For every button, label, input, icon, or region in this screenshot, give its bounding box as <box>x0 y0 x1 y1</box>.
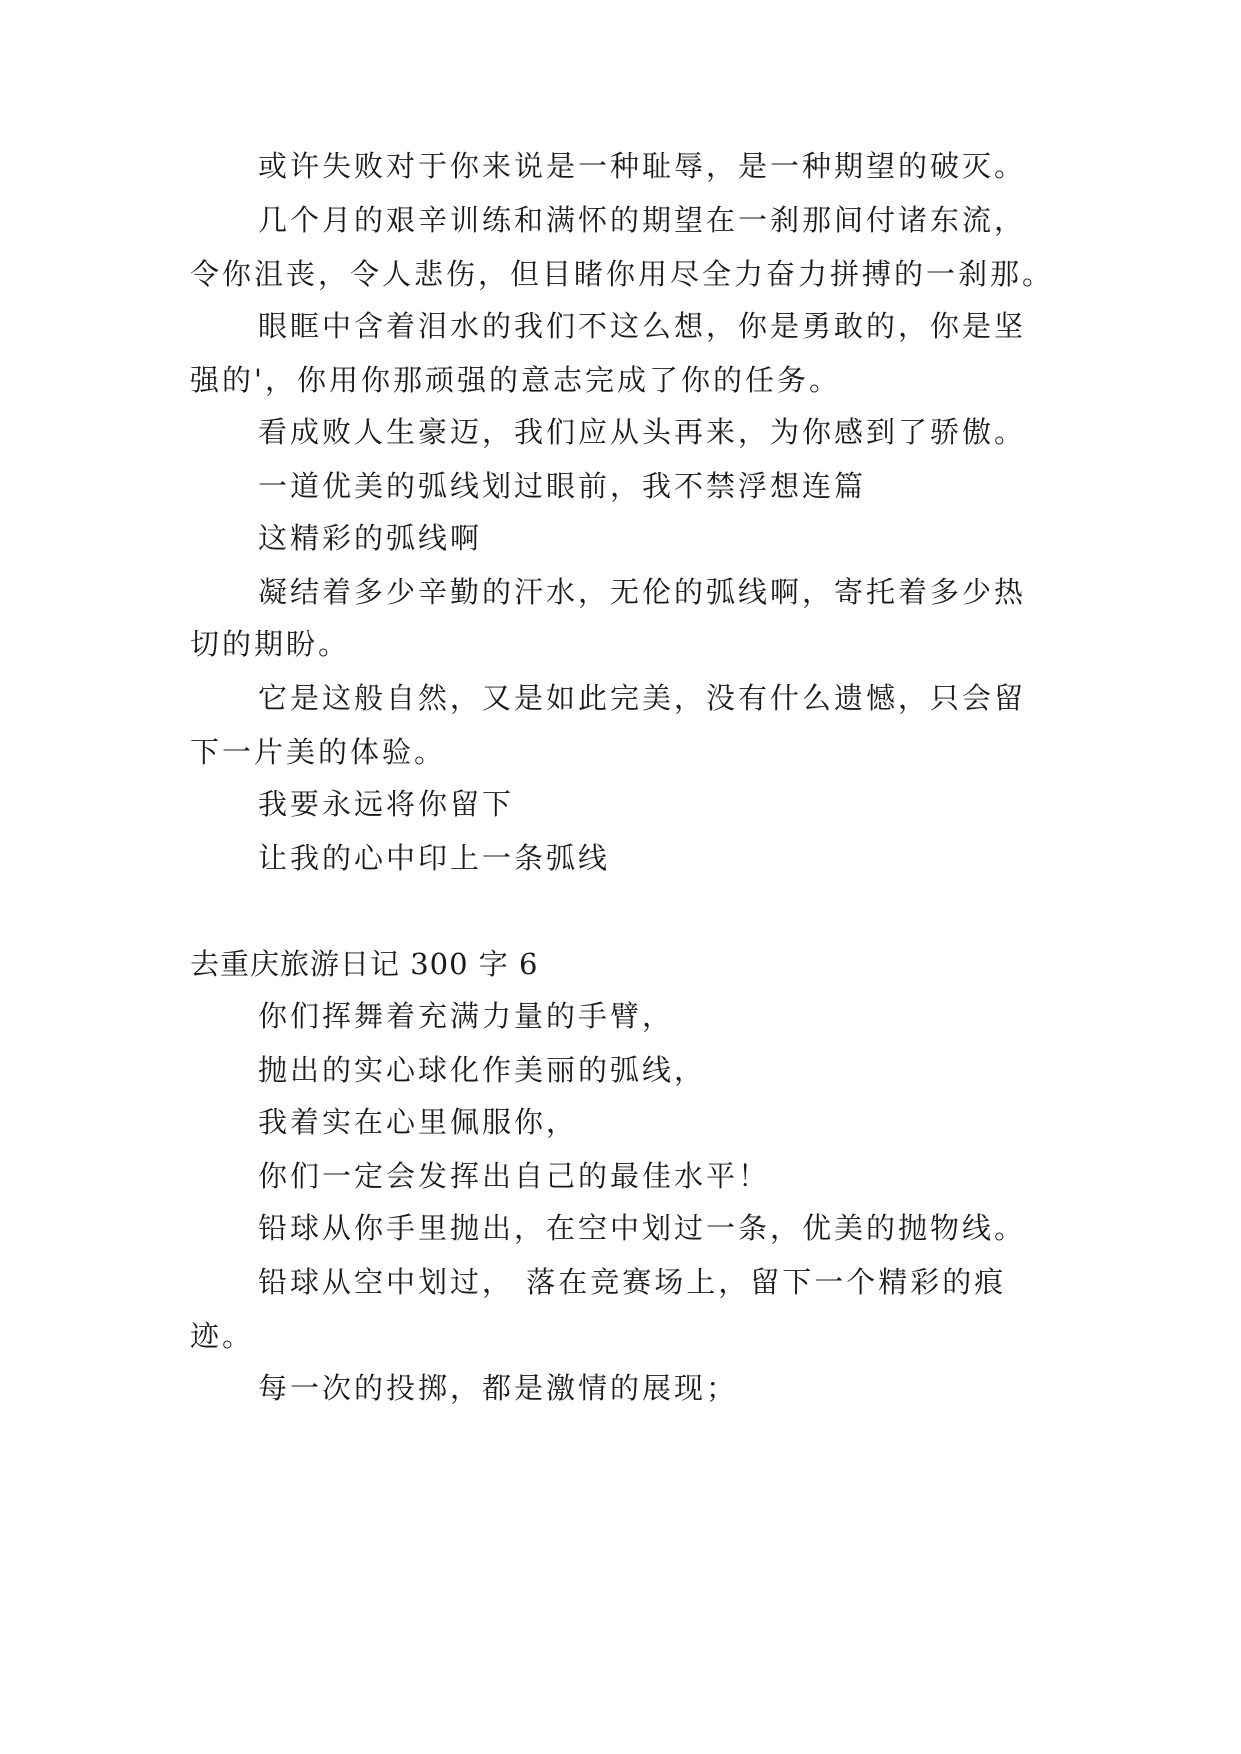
paragraph-line: 或许失败对于你来说是一种耻辱，是一种期望的破灭。 <box>258 149 1027 183</box>
paragraph-line: 看成败人生豪迈，我们应从头再来，为你感到了骄傲。 <box>258 415 1027 449</box>
paragraph-line: 每一次的投掷，都是激情的展现； <box>258 1371 739 1405</box>
paragraph-line: 凝结着多少辛勤的汗水，无伦的弧线啊，寄托着多少热 <box>258 575 1027 609</box>
paragraph-line: 你们挥舞着充满力量的手臂， <box>258 999 675 1033</box>
paragraph-line: 几个月的艰辛训练和满怀的期望在一刹那间付诸东流， <box>258 203 1027 237</box>
paragraph-line: 下一片美的体验。 <box>190 735 447 769</box>
paragraph-line: 我要永远将你留下 <box>258 787 515 821</box>
paragraph-line: 令你沮丧，令人悲伤，但目睹你用尽全力奋力拼搏的一刹那。 <box>190 257 1055 291</box>
paragraph-line: 迹。 <box>190 1319 255 1353</box>
paragraph-line: 让我的心中印上一条弧线 <box>258 841 611 875</box>
paragraph-line: 切的期盼。 <box>190 627 351 661</box>
paragraph-line: 我着实在心里佩服你， <box>258 1105 579 1139</box>
paragraph-line: 强的'，你用你那顽强的意志完成了你的任务。 <box>190 363 841 397</box>
document-page <box>190 0 1070 1754</box>
paragraph-line: 一道优美的弧线划过眼前，我不禁浮想连篇 <box>258 469 867 503</box>
paragraph-line: 它是这般自然，又是如此完美，没有什么遗憾，只会留 <box>258 681 1027 715</box>
paragraph-line: 这精彩的弧线啊 <box>258 521 483 555</box>
section-heading: 去重庆旅游日记 300 字 6 <box>190 947 539 981</box>
paragraph-line: 眼眶中含着泪水的我们不这么想，你是勇敢的，你是坚 <box>258 309 1027 343</box>
paragraph-line: 铅球从空中划过， 落在竞赛场上，留下一个精彩的痕 <box>258 1265 1007 1299</box>
paragraph-line: 铅球从你手里抛出，在空中划过一条，优美的抛物线。 <box>258 1211 1027 1245</box>
paragraph-line: 抛出的实心球化作美丽的弧线， <box>258 1053 707 1087</box>
paragraph-line: 你们一定会发挥出自己的最佳水平！ <box>258 1159 771 1193</box>
